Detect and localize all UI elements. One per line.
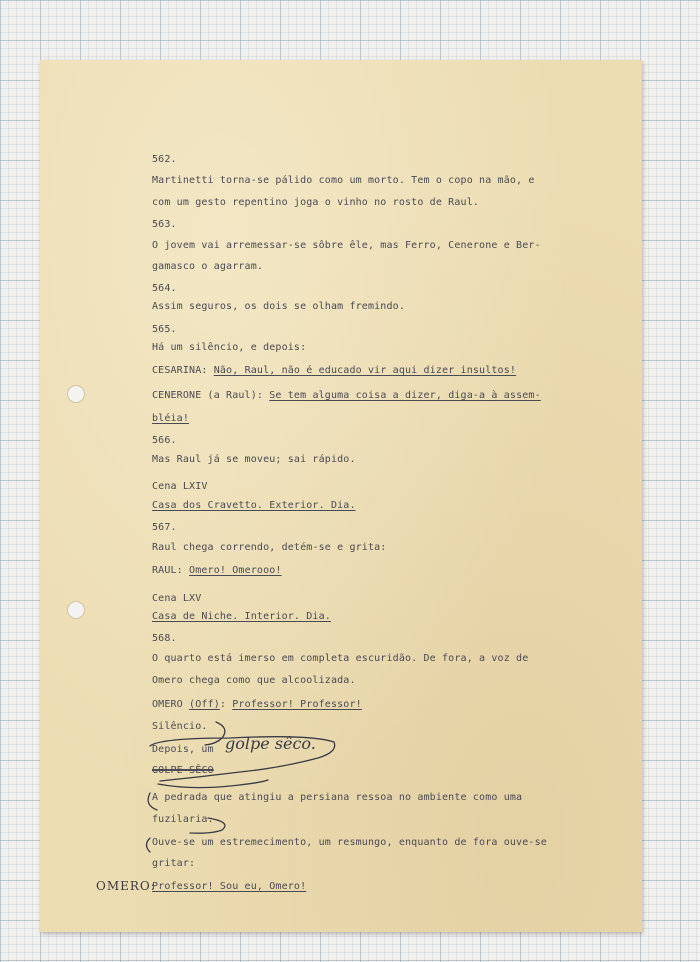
text-line: Há um silêncio, e depois: [152,342,307,353]
scene-location: Casa de Niche. Interior. Dia. [152,611,331,622]
scene-number-567: 567. [152,522,177,533]
text-line: gritar: [152,858,196,869]
handwritten-speaker: OMERO: [96,879,156,893]
bracket-mark [147,838,151,852]
scene-heading: Cena LXIV [152,481,208,492]
text-line: Silêncio. [152,721,208,732]
text-line: Mas Raul já se moveu; sai rápido. [152,454,356,465]
text-line: O quarto está imerso em completa escuridão. De fora, a voz de [152,653,529,664]
text-line: gamasco o agarram. [152,261,264,272]
text-line: Assim seguros, os dois se olham fremindo. [152,301,405,312]
text-line: Omero chega como que alcoolizada. [152,675,356,686]
bracket-mark [205,722,225,745]
scene-number-568: 568. [152,633,177,644]
struck-out-line: GOLPE SÊCO [152,765,214,776]
text-line: A pedrada que atingiu a persiana ressoa no ambiente como uma [152,792,523,803]
scene-number-565: 565. [152,324,177,335]
scene-number-564: 564. [152,283,177,294]
dialogue-text: Não, Raul, não é educado vir aqui dizer insultos! [213,365,517,376]
scene-number-566: 566. [152,435,177,446]
scene-number-562: 562. [152,154,177,165]
text-line: O jovem vai arremessar-se sôbre êle, mas Ferro, Cenerone e Ber- [152,240,541,251]
colon: : [219,699,233,710]
off-marker: (Off) [189,699,220,710]
text-line: com um gesto repentino joga o vinho no rosto de Raul. [152,197,480,208]
speaker-name: RAUL: [152,565,190,576]
text-line: Raul chega correndo, detém-se e grita: [152,542,387,553]
speaker-name: OMERO [152,699,190,710]
circle-mark [150,737,335,781]
text-line: fuzilaria. [152,814,214,825]
dialogue-text: bléia! [152,413,190,424]
text-line: Ouve-se um estremecimento, um resmungo, enquanto de fora ouve-se [152,837,547,848]
handwritten-insertion: golpe sêco. [225,734,316,753]
scene-heading: Cena LXV [152,593,202,604]
dialogue-text: Omero! Omerooo! [189,565,282,576]
dialogue-text: Professor! Professor! [232,699,362,710]
bracket-mark [148,793,157,810]
text-line: Depois, um [152,744,214,755]
text-line: Martinetti torna-se pálido como um morto. Tem o copo na mão, e [152,175,535,186]
bracket-mark [190,818,225,833]
scene-number-563: 563. [152,219,177,230]
dialogue-text: Se tem alguma coisa a dizer, diga-a à assem- [269,390,541,401]
dialogue-text: Professor! Sou eu, Omero! [152,881,307,892]
pointer-line [158,780,268,788]
speaker-name: CENERONE (a Raul): [152,390,270,401]
speaker-name: CESARINA: [152,365,214,376]
scene-location: Casa dos Cravetto. Exterior. Dia. [152,500,356,511]
